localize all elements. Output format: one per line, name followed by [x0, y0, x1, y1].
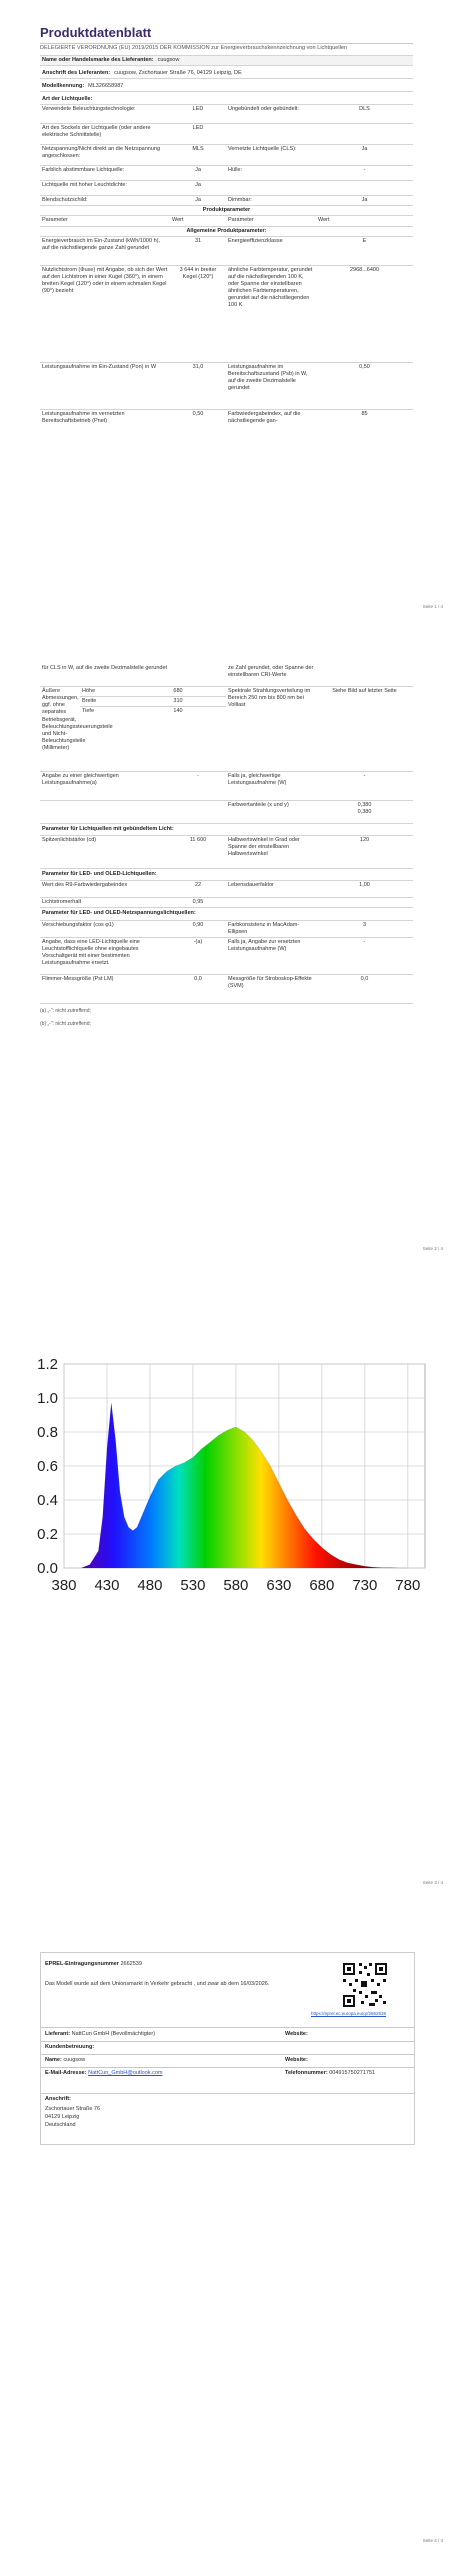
market-note: Das Modell wurde auf dem Unionsmarkt in Verkehr gebracht , und zwar ab dem 16/03/2026.	[45, 1981, 270, 1987]
dimensions-table	[80, 687, 226, 771]
table-cell: 0,0	[360, 975, 369, 982]
table-cell: Vernetzte Lichtquelle (CLS):	[228, 146, 297, 153]
table-cell: Ja	[361, 146, 368, 153]
qr-link[interactable]: https://eprel.ec.europa.eu/qr/2662539	[311, 2011, 387, 2016]
page-2	[0, 640, 453, 1280]
supplier-name-label: Name oder Handelsmarke des Lieferanten:	[42, 56, 154, 63]
table-cell: Angabe, dass eine LED-Lichtquelle eine Leuchtstofflichtquelle ohne eingebautes Vorschaltgerät mit einer bestimmten Leistungsaufnahme ersetzt.	[42, 938, 140, 967]
supplier-value: NattCun GmbH (Bevollmächtigter)	[71, 2031, 156, 2037]
table-cell: Dimmbar:	[228, 197, 252, 204]
table-cell: 0,90	[192, 921, 204, 928]
spectrum-chart	[0, 1350, 453, 1610]
dimension-value: 680	[173, 688, 183, 694]
chroma-y: 0,380	[357, 809, 372, 816]
dls-section-heading: Parameter für Lichtquellen mit gebündeltem Licht:	[42, 826, 174, 832]
table-cell: -(a)	[193, 938, 203, 945]
model-label: Modellkennung:	[42, 82, 85, 89]
col-header-value: Wert	[172, 217, 184, 224]
table-cell: Netzspannung/Nicht direkt an die Netzspannung angeschlossen:	[42, 146, 161, 160]
flux-label: Lichtstromerhalt	[42, 899, 82, 906]
regulation-text: DELEGIERTE VERORDNUNG (EU) 2019/2015 DER KOMMISSION zur Energieverbrauchskennzeichnung von Lichtquellen	[40, 43, 413, 54]
website-label: Website:	[285, 2031, 308, 2037]
name-label: Name:	[45, 2057, 62, 2063]
eprel-box	[40, 1952, 415, 2094]
name-line	[45, 2057, 85, 2064]
table-cell: Falls ja, Angabe zur ersetzten Leistungsaufnahme (W)	[228, 938, 301, 952]
name-value: cuugsow	[63, 2057, 86, 2063]
x-tick-label: 680	[309, 1577, 335, 1594]
dimension-value: 310	[173, 698, 183, 705]
dimensions-label: Äußere Abmessungen, ggf. ohne separates Betriebsgerät, Beleuchtungssteuerungsteile und Nicht-Beleuchtungsteile (Millimeter)	[42, 688, 113, 752]
dls-label: Spitzenlichtstärke (cd)	[42, 837, 97, 844]
supplier-address-value: cuugsow, Zschortauer Straße 76, 04129 Leipzig, DE	[114, 69, 242, 76]
table-cell: 0,0	[194, 975, 202, 982]
table-cell	[316, 181, 413, 195]
chroma-label: Farbwertanteile (x und y)	[228, 802, 289, 808]
email-label: E-Mail-Adresse:	[45, 2070, 87, 2076]
table-cell	[316, 124, 413, 144]
table-cell: -	[363, 167, 366, 174]
page-number: Seite 3 / 4	[422, 1880, 443, 1885]
table-cell: Messgröße für Stroboskop-Effekte (SVM)	[228, 975, 312, 989]
table-cell: Ja	[195, 197, 201, 204]
spectral-label: Spektrale Strahlungsverteilung im Bereich 250 nm bis 800 nm bei Volllast	[228, 688, 311, 709]
table-cell: ähnliche Farbtemperatur, gerundet auf die nächstliegenden 100 K, oder Spanne der einstellbaren ähnlichen Farbtemperaturen, gerundet auf die nächstliegenden 100 K	[228, 266, 313, 309]
table-cell: Leistungsaufnahme im Ein-Zustand (Pon) in W	[42, 363, 157, 370]
address-line-1: Zschortauer Straße 76	[45, 2106, 101, 2112]
page-number: Seite 2 / 4	[422, 1246, 443, 1251]
page-number: Seite 1 / 4	[422, 604, 443, 609]
eprel-value: 2662539	[120, 1961, 142, 1967]
dls-right-label: Halbwertswinkel in Grad oder Spanne der einstellbaren Halbwertswinkel	[228, 837, 300, 858]
led-right-value: 1,00	[359, 882, 370, 889]
table-cell: Energieeffizienzklasse	[228, 237, 283, 244]
qr-code-icon[interactable]	[341, 1961, 389, 2009]
table-cell: LED	[192, 125, 204, 132]
website2-label: Website:	[285, 2057, 308, 2063]
page-3	[0, 1280, 453, 1920]
table-cell: Ja	[195, 182, 201, 189]
chroma-x: 0,380	[357, 802, 372, 808]
param-table	[40, 237, 413, 440]
y-tick-label: 1.2	[37, 1356, 58, 1373]
table-cell: Leistungsaufnahme im vernetzten Bereitschaftsbetrieb (Pnet)	[42, 410, 125, 424]
table-cell: 0,50	[192, 410, 204, 417]
y-tick-label: 0.0	[37, 1560, 58, 1577]
table-cell: Verschiebungsfaktor (cos φ1)	[42, 921, 114, 928]
table-cell: Energieverbrauch im Ein-Zustand (kWh/1000 h), auf die nächstliegende ganze Zahl gerundet	[42, 237, 160, 251]
table-cell: Blendschutzschild:	[42, 197, 88, 204]
table-cell: Ja	[361, 197, 368, 204]
datasheet-page-2	[40, 664, 413, 1028]
x-tick-label: 780	[395, 1577, 421, 1594]
table-cell: Nutzlichtstrom (Φuse) mit Angabe, ob sich der Wert auf den Lichtstrom in einer Kugel (360°), in einem breiten Kegel (120°) oder in einem schmalen Kegel (90°) bezieht	[42, 266, 168, 295]
dls-right-value: 120	[359, 837, 370, 844]
supplier-label: Lieferant:	[45, 2031, 71, 2037]
page-1	[0, 0, 453, 640]
col-header-value: Wert	[318, 217, 330, 224]
col-header-param: Parameter	[42, 217, 68, 224]
page-4	[0, 1920, 453, 2560]
light-source-table	[40, 105, 413, 206]
equiv-right-label: Falls ja, gleichwertige Leistungsaufnahme (W)	[228, 773, 287, 787]
y-tick-label: 0.8	[37, 1424, 58, 1441]
x-tick-label: 630	[266, 1577, 292, 1594]
mls-section-heading: Parameter für LED- und OLED-Netzspannungslichtquellen:	[42, 910, 196, 917]
table-cell: Leistungsaufnahme im Bereitschaftszustand (Psb) in W, auf die zweite Dezimalstelle gerundet	[228, 363, 308, 392]
footnote-a: (a) „-": nicht zutreffend;	[40, 1007, 91, 1014]
x-tick-label: 530	[180, 1577, 206, 1594]
led-label: Wert des R9-Farbwiedergabeindex	[42, 882, 128, 889]
table-cell	[226, 124, 316, 144]
supplier-address-label: Anschrift des Lieferanten:	[42, 69, 111, 76]
address-line-2: 04129 Leipzig	[45, 2114, 80, 2120]
led-right-label: Lebensdauerfaktor	[228, 882, 274, 889]
dimension-value: 140	[173, 708, 183, 715]
datasheet-page-1	[40, 26, 413, 440]
eprel-label: EPREL-Eintragungsnummer	[45, 1961, 119, 1967]
general-params-heading: Allgemeine Produktparameter:	[40, 227, 413, 237]
table-cell: Ja	[195, 167, 201, 174]
table-cell: MLS	[192, 146, 204, 153]
table-cell: Art des Sockels der Lichtquelle (oder andere elektrische Schnittstelle)	[42, 125, 151, 139]
table-cell: 85	[361, 410, 368, 417]
led-section-heading: Parameter für LED- und OLED-Lichtquellen:	[42, 871, 157, 878]
model-value: ML326658987	[88, 82, 124, 89]
table-cell: 2968...6400	[349, 266, 380, 273]
table-cell: -	[363, 938, 366, 945]
phone-line	[285, 2070, 375, 2077]
table-cell: Farbkonsistenz in MacAdam-Ellipsen	[228, 921, 300, 935]
table-cell: Flimmer-Messgröße (Pst LM)	[42, 975, 114, 982]
customer-service-label: Kundenbetreuung:	[45, 2044, 95, 2050]
col-header-param: Parameter	[228, 217, 254, 224]
supplier-line	[45, 2031, 155, 2038]
equiv-value: -	[197, 773, 199, 779]
x-tick-label: 730	[352, 1577, 378, 1594]
light-source-type-label: Art der Lichtquelle:	[42, 95, 93, 102]
x-tick-label: 480	[137, 1577, 163, 1594]
led-value: 22	[194, 882, 202, 889]
dimension-key: Höhe	[82, 688, 96, 694]
email-line	[45, 2070, 162, 2077]
email-link[interactable]: NattCun_GmbH@outlook.com	[88, 2070, 163, 2076]
continued-cell: für CLS in W, auf die zweite Dezimalstelle gerundet	[42, 665, 168, 671]
table-cell: Hülle:	[228, 167, 243, 174]
table-cell: Farbwiedergabeindex, auf die nächstliegende gan-	[228, 410, 301, 424]
table-cell: Verwendete Beleuchtungstechnologie:	[42, 106, 136, 113]
address-box	[40, 2092, 415, 2145]
footnote-b: (b) „-": nicht zutreffend;	[40, 1020, 91, 1027]
table-cell: Ungebündelt oder gebündelt:	[228, 106, 299, 113]
phone-label: Telefonnummer:	[285, 2070, 328, 2076]
table-cell: 3 644 in breiter Kegel (120°)	[179, 266, 217, 280]
table-cell: Farblich abstimmbare Lichtquelle:	[42, 167, 125, 174]
phone-value: 004915750271751	[329, 2070, 376, 2076]
table-cell: 31	[194, 237, 202, 244]
y-tick-label: 0.2	[37, 1526, 58, 1543]
dls-value: 11 600	[189, 837, 207, 844]
table-cell	[226, 181, 316, 195]
table-cell: 3	[362, 921, 367, 928]
continued-cell: ze Zahl gerundet, oder Spanne der einstellbaren CRI-Werte	[228, 665, 314, 679]
y-tick-label: 1.0	[37, 1390, 58, 1407]
table-cell: Lichtquelle mit hoher Leuchtdichte:	[42, 182, 127, 189]
equiv-right-value: -	[363, 773, 366, 779]
table-cell: 31,0	[192, 363, 204, 370]
table-cell: DLS	[359, 106, 370, 113]
x-tick-label: 380	[51, 1577, 77, 1594]
dimension-key: Breite	[82, 698, 97, 705]
supplier-name-value: cuugsow	[157, 56, 180, 63]
page-title: Produktdatenblatt	[40, 25, 152, 40]
equiv-label: Angabe zu einer gleichwertigen Leistungsaufnahme(a)	[42, 773, 119, 787]
y-tick-label: 0.6	[37, 1458, 58, 1475]
address-line-3: Deutschland	[45, 2122, 76, 2128]
table-cell: LED	[192, 106, 204, 113]
x-tick-label: 580	[223, 1577, 249, 1594]
spectral-value: Siehe Bild auf letzter Seite	[332, 688, 397, 694]
table-cell: E	[362, 237, 367, 244]
x-tick-label: 430	[94, 1577, 120, 1594]
page-number: Seite 4 / 4	[422, 2538, 443, 2543]
flux-value: 0,95	[192, 899, 204, 906]
y-tick-label: 0.4	[37, 1492, 58, 1509]
product-params-heading: Produktparameter	[40, 206, 413, 216]
eprel-line	[45, 1961, 142, 1968]
dimension-key: Tiefe	[82, 708, 95, 715]
address-label: Anschrift:	[45, 2096, 71, 2102]
table-cell: 0,50	[359, 363, 370, 370]
